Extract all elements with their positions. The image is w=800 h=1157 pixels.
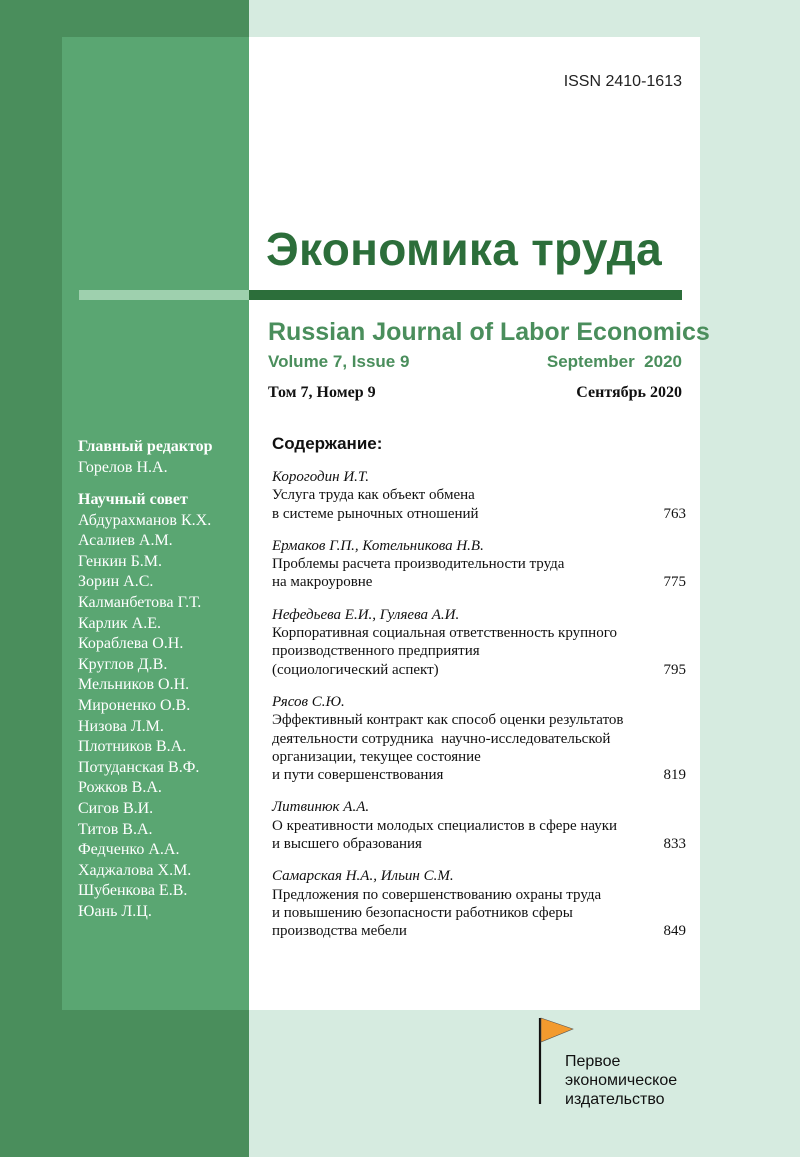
council-member: Хаджалова Х.М. xyxy=(78,861,192,879)
contents-entry[interactable] xyxy=(272,798,686,853)
council-member: Потуданская В.Ф. xyxy=(78,758,200,776)
entry-title-line: Предложения по совершенствованию охраны труда xyxy=(272,886,602,903)
editor-name: Горелов Н.А. xyxy=(78,459,168,476)
council-member: Круглов Д.В. xyxy=(78,655,168,673)
volume-issue-en: Volume 7, Issue 9 xyxy=(268,352,410,371)
council-member: Кораблева О.Н. xyxy=(78,635,184,653)
council-member: Шубенкова Е.В. xyxy=(78,882,188,900)
contents-entry[interactable] xyxy=(272,537,686,592)
council-member: Карлик А.Е. xyxy=(78,614,161,632)
issue-date-en: September 2020 xyxy=(546,352,682,371)
contents-heading: Содержание: xyxy=(272,434,383,453)
journal-title-ru: Экономика труда xyxy=(266,223,662,275)
entry-title-line: (социологический аспект) xyxy=(272,661,439,678)
contents-entry[interactable] xyxy=(272,606,686,679)
council-member: Титов В.А. xyxy=(78,820,153,838)
council-member: Юань Л.Ц. xyxy=(78,902,152,920)
entry-title-line: и повышению безопасности работников сферы xyxy=(272,904,573,921)
council-member: Асалиев А.М. xyxy=(78,532,173,550)
entry-authors: Рясов С.Ю. xyxy=(272,693,345,710)
council-list xyxy=(78,511,248,923)
contents-entry[interactable] xyxy=(272,867,686,940)
publisher-name xyxy=(565,1052,677,1109)
council-member: Зорин А.С. xyxy=(78,573,154,591)
volume-issue-ru: Том 7, Номер 9 xyxy=(268,384,376,401)
entry-title-line: на макроуровне xyxy=(272,574,373,591)
editorial-board xyxy=(78,436,248,922)
issn-number: ISSN 2410-1613 xyxy=(563,73,682,90)
entry-title-line: Эффективный контракт как способ оценки результатов xyxy=(272,712,624,729)
entry-title-line: в системе рыночных отношений xyxy=(272,505,479,522)
entry-authors: Литвинюк А.А. xyxy=(272,799,370,816)
entry-page-number: 849 xyxy=(663,923,686,940)
entry-title-line: О креативности молодых специалистов в сфере науки xyxy=(272,817,618,834)
divider-bar-dark xyxy=(249,290,682,300)
issue-date-ru: Сентябрь 2020 xyxy=(576,384,682,401)
entry-authors: Ермаков Г.П., Котельникова Н.В. xyxy=(272,537,484,554)
entry-title-line: деятельности сотрудника научно-исследовательской xyxy=(272,730,611,747)
entry-title-line: Проблемы расчета производительности труда xyxy=(272,556,565,573)
entry-page-number: 819 xyxy=(663,767,686,784)
council-heading: Научный совет xyxy=(78,490,188,508)
entry-title-line: Услуга труда как объект обмена xyxy=(272,487,475,504)
divider-bar-light xyxy=(79,290,249,300)
entry-title-line: организации, текущее состояние xyxy=(272,748,481,765)
entry-authors: Самарская Н.А., Ильин С.М. xyxy=(272,868,454,885)
council-member: Рожков В.А. xyxy=(78,779,162,797)
council-member: Федченко А.А. xyxy=(78,841,180,859)
table-of-contents xyxy=(272,434,686,955)
contents-entry[interactable] xyxy=(272,693,686,784)
council-member: Калманбетова Г.Т. xyxy=(78,593,202,611)
entry-title-line: Корпоративная социальная ответственность крупного xyxy=(272,625,617,642)
entry-page-number: 763 xyxy=(663,505,686,522)
council-member: Мельников О.Н. xyxy=(78,676,190,694)
entry-authors: Корогодин И.Т. xyxy=(272,469,370,485)
council-member: Сигов В.И. xyxy=(78,799,154,817)
council-member: Низова Л.М. xyxy=(78,717,164,735)
council-member: Генкин Б.М. xyxy=(78,552,163,570)
entry-title-line: производства мебели xyxy=(272,923,407,940)
contents-entry[interactable] xyxy=(272,468,686,523)
entry-page-number: 833 xyxy=(663,836,686,853)
publisher-name-line: издательство xyxy=(565,1091,665,1108)
entry-page-number: 775 xyxy=(663,574,686,591)
entry-page-number: 795 xyxy=(663,661,686,678)
council-member: Абдурахманов К.Х. xyxy=(78,511,212,529)
publisher-name-line: Первое xyxy=(565,1053,621,1070)
journal-title-en: Russian Journal of Labor Economics xyxy=(268,318,710,346)
entry-title-line: и пути совершенствования xyxy=(272,767,444,784)
editor-heading: Главный редактор xyxy=(78,438,213,455)
council-member: Мироненко О.В. xyxy=(78,696,191,714)
entry-title-line: производственного предприятия xyxy=(272,643,480,660)
entry-title-line: и высшего образования xyxy=(272,836,422,853)
publisher-name-line: экономическое xyxy=(565,1072,678,1089)
entry-authors: Нефедьева Е.И., Гуляева А.И. xyxy=(272,606,460,623)
council-member: Плотников В.А. xyxy=(78,738,187,756)
